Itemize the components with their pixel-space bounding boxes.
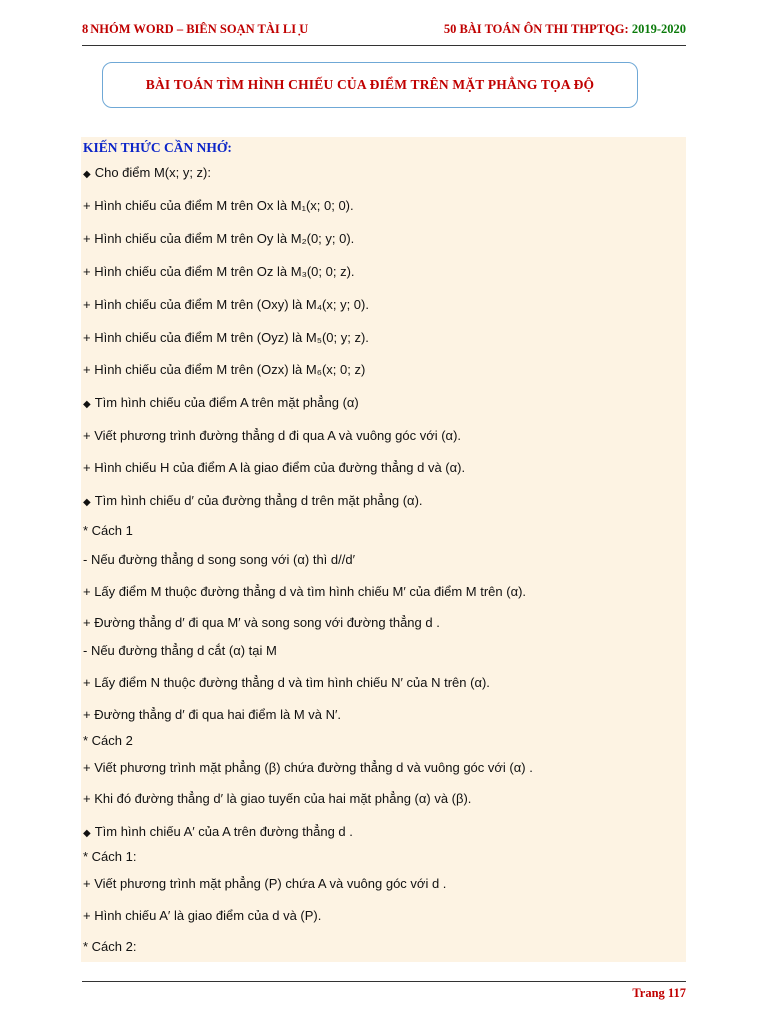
line-text: + Đường thẳng d′ đi qua M′ và song song với đường thẳng d . [83, 615, 440, 630]
line-text: - Nếu đường thẳng d cắt (α) tại M [83, 643, 277, 658]
line-text: Tìm hình chiếu của điểm A trên mặt phẳng (α) [94, 395, 359, 410]
text-line [83, 552, 355, 567]
header-rule [82, 45, 686, 46]
line-text: + Lấy điểm N thuộc đường thẳng d và tìm hình chiếu N′ của N trên (α). [83, 675, 490, 690]
text-line [83, 428, 461, 443]
header-right [444, 22, 686, 37]
text-line [83, 760, 533, 775]
header-right-text: 50 BÀI TOÁN ÔN THI THPTQG: [443, 22, 629, 36]
text-line [83, 939, 136, 954]
line-text: * Cách 1 [83, 523, 133, 538]
line-text: + Lấy điểm M thuộc đường thẳng d và tìm hình chiếu M′ của điểm M trên (α). [83, 584, 527, 599]
text-line [83, 675, 490, 690]
diamond-bullet-icon: ◆ [83, 169, 91, 180]
text-line [83, 643, 277, 658]
text-line [83, 849, 136, 864]
text-line [83, 615, 440, 630]
title-box [102, 62, 638, 108]
section-title: KIẾN THỨC CẦN NHỚ: [83, 140, 232, 155]
text-line [83, 908, 321, 923]
header-left [82, 22, 308, 37]
line-text: + Hình chiếu của điểm M trên (Oxy) là M₄(x; y; 0). [83, 297, 369, 312]
text-line [83, 584, 526, 599]
diamond-bullet-icon: ◆ [83, 399, 91, 410]
line-text: + Viết phương trình mặt phẳng (P) chứa A và vuông góc với d . [83, 876, 447, 891]
text-line [83, 791, 471, 806]
footer-rule [82, 981, 686, 982]
page-title: BÀI TOÁN TÌM HÌNH CHIẾU CỦA ĐIỂM TRÊN MẶT PHẲNG TỌA ĐỘ [145, 77, 595, 92]
line-text: + Hình chiếu của điểm M trên (Ozx) là M₆(x; 0; z) [83, 362, 366, 377]
line-text: + Đường thẳng d′ đi qua hai điểm là M và N′. [83, 707, 342, 722]
line-text: Tìm hình chiếu d′ của đường thẳng d trên mặt phẳng (α). [94, 493, 423, 508]
line-text: + Hình chiếu của điểm M trên Oz là M₃(0; 0; z). [83, 264, 355, 279]
text-line [83, 198, 354, 213]
text-line [83, 707, 341, 722]
text-line [83, 733, 133, 748]
line-text: Cho điểm M(x; y; z): [94, 165, 211, 180]
text-line [83, 876, 446, 891]
text-line [83, 523, 133, 538]
diamond-bullet-icon: ◆ [83, 497, 91, 508]
header-mark: 8 [82, 22, 89, 36]
line-text: + Viết phương trình mặt phẳng (β) chứa đường thẳng d và vuông góc với (α) . [83, 760, 533, 775]
line-text: * Cách 2 [83, 733, 133, 748]
line-text: + Viết phương trình đường thẳng d đi qua A và vuông góc với (α). [83, 428, 462, 443]
text-line [83, 231, 354, 246]
header-year: 2019-2020 [631, 22, 686, 36]
line-text: + Hình chiếu của điểm M trên (Oyz) là M₅(0; y; z). [83, 330, 369, 345]
text-line [83, 824, 353, 839]
diamond-bullet-icon: ◆ [83, 828, 91, 839]
line-text: + Hình chiếu của điểm M trên Ox là M₁(x; 0; 0). [83, 198, 354, 213]
text-line [83, 297, 369, 312]
page-header [82, 22, 686, 42]
text-line [83, 165, 211, 180]
text-line [83, 264, 355, 279]
line-text: + Hình chiếu H của điểm A là giao điểm của đường thẳng d và (α). [83, 460, 466, 475]
line-text: + Hình chiếu A′ là giao điểm của d và (P). [83, 908, 322, 923]
line-text: * Cách 2: [83, 939, 137, 954]
line-text: - Nếu đường thẳng d song song với (α) thì d//d′ [83, 552, 356, 567]
header-left-text: NHÓM WORD – BIÊN SOẠN TÀI LI ̣U [90, 22, 309, 36]
text-line [83, 395, 359, 410]
page-number: Trang 117 [632, 986, 686, 1000]
line-text: * Cách 1: [83, 849, 137, 864]
text-line [83, 460, 465, 475]
text-line [83, 362, 365, 377]
text-line [83, 493, 423, 508]
line-text: Tìm hình chiếu A′ của A trên đường thẳng d . [94, 824, 353, 839]
text-line [83, 330, 369, 345]
line-text: + Khi đó đường thẳng d′ là giao tuyến của hai mặt phẳng (α) và (β). [83, 791, 472, 806]
line-text: + Hình chiếu của điểm M trên Oy là M₂(0; y; 0). [83, 231, 355, 246]
